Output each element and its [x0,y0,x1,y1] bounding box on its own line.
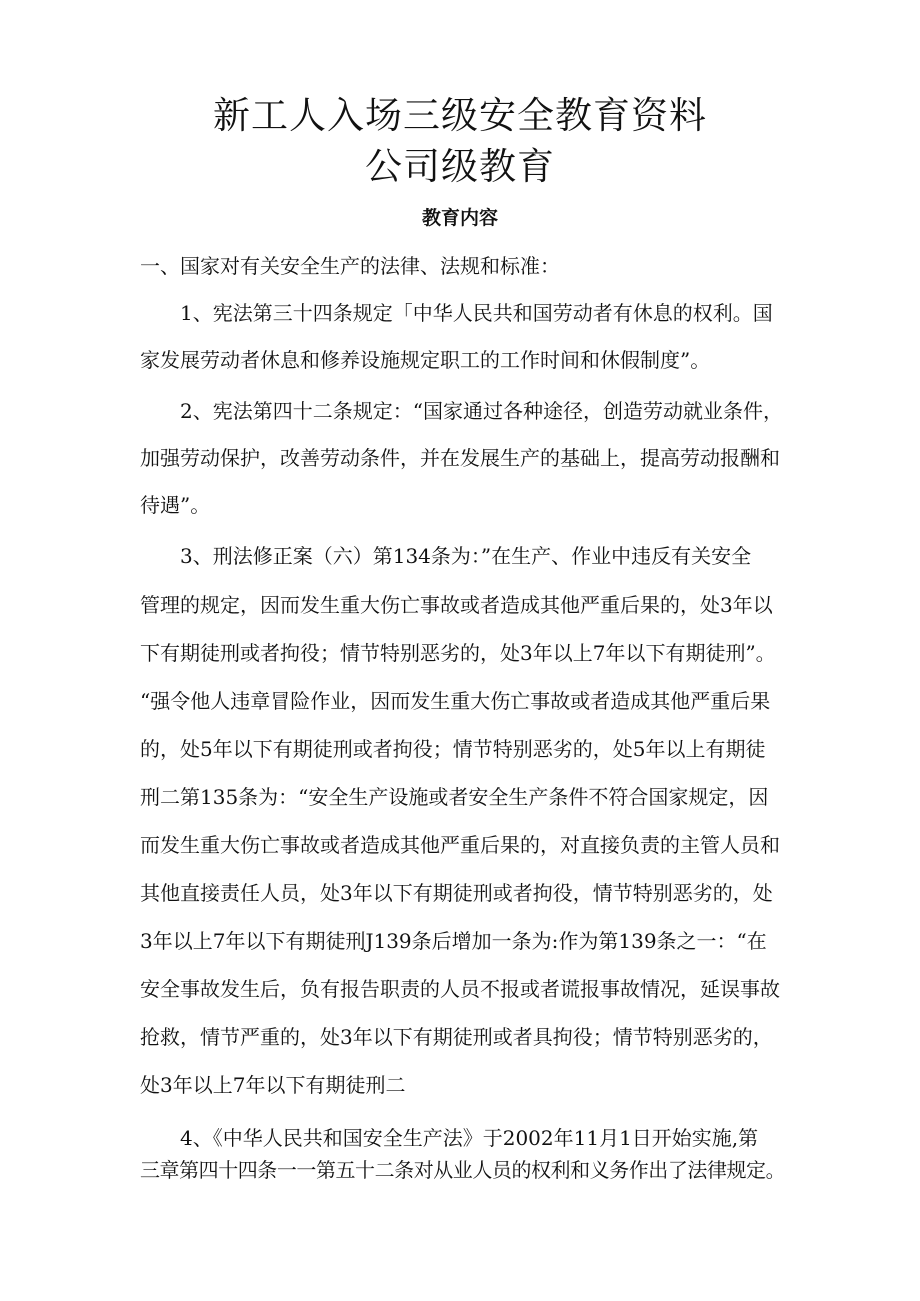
paragraph-3-line-11: 抢救，情节严重的，处3年以下有期徒刑或者具拘役；情节特别恶劣的， [140,1025,773,1049]
paragraph-2-line-2: 加强劳动保护，改善劳动条件，并在发展生产的基础上，提高劳动报酬和 [140,446,780,470]
paragraph-3-line-3: 下有期徒刑或者拘役；情节特别恶劣的，处3年以上7年以下有期徒刑”。 [140,641,776,665]
section-heading: 教育内容 [421,207,498,229]
paragraph-3-line-5: 的，处5年以下有期徒刑或者拘役；情节特别恶劣的，处5年以上有期徒 [140,737,766,761]
document-subtitle: 公司级教育 [365,145,555,188]
paragraph-2-line-1: 2、宪法第四十二条规定：“国家通过各种途径，创造劳动就业条件， [180,399,783,423]
paragraph-3-line-4: “强令他人违章冒险作业，因而发生重大伤亡事故或者造成其他严重后果 [140,689,771,713]
paragraph-3-line-9: 3年以上7年以下有期徒刑J139条后增加一条为:作为第139条之一：“在 [140,929,767,953]
paragraph-4-line-1: 4、《中华人民共和国安全生产法》于2002年11月1日开始实施,第 [180,1126,759,1150]
paragraph-3-line-6: 刑二第135条为：“安全生产设施或者安全生产条件不符合国家规定，因 [140,785,769,809]
paragraph-3-line-8: 其他直接责任人员，处3年以下有期徒刑或者拘役，情节特别恶劣的，处 [140,881,773,905]
paragraph-1-line-1: 1、宪法第三十四条规定「中华人民共和国劳动者有休息的权利。国 [180,301,773,325]
paragraph-2-line-3: 待遇”。 [140,493,211,517]
paragraph-3-line-1: 3、刑法修正案（六）第134条为：”在生产、作业中违反有关安全 [180,544,752,568]
paragraph-4-line-2: 三章第四十四条一一第五十二条对从业人员的权利和义务作出了法律规定。 [140,1158,786,1182]
paragraph-3-line-10: 安全事故发生后，负有报告职责的人员不报或者谎报事故情况，延误事故 [140,977,780,1001]
paragraph-3-line-2: 管理的规定，因而发生重大伤亡事故或者造成其他严重后果的，处3年以 [140,593,773,617]
paragraph-3-line-12: 处3年以上7年以下有期徒刑二 [140,1073,406,1097]
document-title: 新工人入场三级安全教育资料 [213,94,707,137]
paragraph-3-line-7: 而发生重大伤亡事故或者造成其他严重后果的，对直接负责的主管人员和 [140,833,780,857]
paragraph-1-line-2: 家发展劳动者休息和修养设施规定职工的工作时间和休假制度”。 [140,348,711,372]
section-1-heading: 一、国家对有关安全生产的法律、法规和标准： [140,254,560,278]
